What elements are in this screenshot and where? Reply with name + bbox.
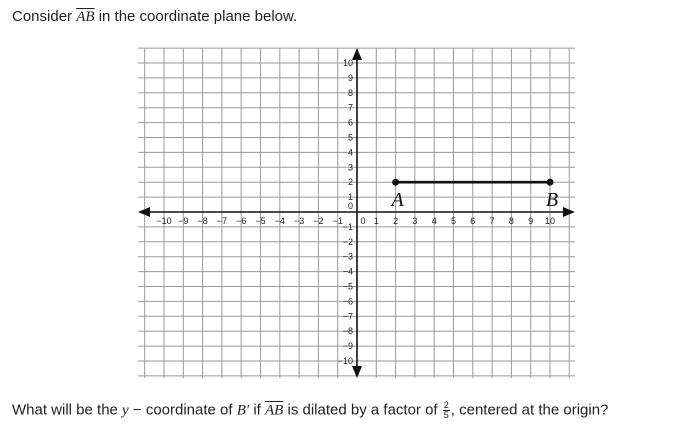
x-tick-label: 5: [450, 216, 457, 226]
x-tick-label: 8: [508, 216, 514, 226]
x-tick-label: −3: [293, 216, 305, 226]
prompt-segment-ab: $\overline{AB}$: [265, 402, 284, 419]
y-tick-label: −7: [342, 311, 353, 322]
point-a: [392, 179, 399, 186]
x-tick-label: −8: [197, 216, 208, 226]
prompt-y-variable: y: [122, 402, 129, 419]
y-tick-label: −3: [342, 251, 353, 262]
x-tick-label: −5: [255, 216, 266, 226]
intro-after: in the coordinate plane below.: [94, 8, 298, 25]
x-tick-label: −6: [236, 216, 247, 226]
point-label-a: A: [391, 189, 404, 212]
x-tick-label: 6: [470, 216, 476, 226]
x-axis-left-arrow: [138, 207, 150, 217]
fraction-denominator: 5: [443, 410, 449, 420]
y-tick-label: 3: [347, 162, 353, 173]
y-tick-label: 10: [342, 58, 353, 68]
y-axis-top-arrow: [352, 48, 362, 60]
segment-ab-label: $\overline{AB}$: [76, 9, 95, 25]
y-tick-label: 9: [347, 72, 353, 83]
x-tick-label: −1: [332, 216, 343, 226]
x-tick-label: −7: [216, 216, 228, 226]
y-tick-label: −10: [337, 356, 353, 366]
intro-before: Consider: [12, 8, 77, 25]
prompt-point-b-prime: B′: [236, 402, 250, 419]
x-tick-label: 4: [431, 216, 437, 226]
axes: [138, 48, 575, 378]
y-tick-label: −8: [342, 326, 353, 337]
prompt-end: , centered at the origin?: [450, 401, 609, 419]
scale-factor-fraction: [443, 401, 450, 420]
y-tick-label: −4: [342, 266, 353, 277]
y-tick-label: −1: [342, 221, 353, 232]
y-tick-label: 1: [347, 192, 353, 203]
x-tick-label: −2: [313, 216, 324, 226]
x-tick-label: 7: [489, 216, 495, 226]
prompt-middle: − coordinate of: [128, 401, 237, 419]
prompt-if: if: [249, 401, 266, 419]
y-tick-label: −2: [342, 236, 353, 247]
prompt-after: is dilated by a factor of: [283, 401, 442, 419]
y-tick-label: 5: [347, 132, 353, 143]
y-tick-label: 8: [347, 87, 353, 98]
y-tick-label: 6: [347, 117, 353, 128]
point-label-b: B: [545, 189, 559, 212]
x-tick-label: 9: [528, 216, 534, 226]
point-b: [547, 179, 554, 186]
y-tick-label: 0: [347, 201, 353, 211]
x-tick-label: −9: [178, 216, 189, 226]
x-tick-label: 1: [373, 216, 379, 226]
question-prompt: [12, 401, 608, 420]
y-tick-label: 4: [347, 147, 353, 158]
y-tick-label: −9: [342, 341, 353, 352]
x-tick-label: 10: [544, 216, 556, 226]
fraction-numerator: 2: [443, 400, 449, 410]
origin-x-tick-label: 0: [360, 216, 366, 226]
x-tick-label: −4: [274, 216, 285, 226]
y-tick-label: 2: [347, 177, 353, 188]
prompt-before: What will be the: [12, 401, 123, 419]
y-tick-label: −6: [342, 296, 353, 307]
x-tick-label: 3: [412, 216, 418, 226]
y-tick-label: −5: [342, 281, 353, 292]
x-tick-label: −10: [156, 216, 172, 226]
x-tick-label: 2: [393, 216, 399, 226]
y-tick-label: 7: [347, 102, 353, 113]
